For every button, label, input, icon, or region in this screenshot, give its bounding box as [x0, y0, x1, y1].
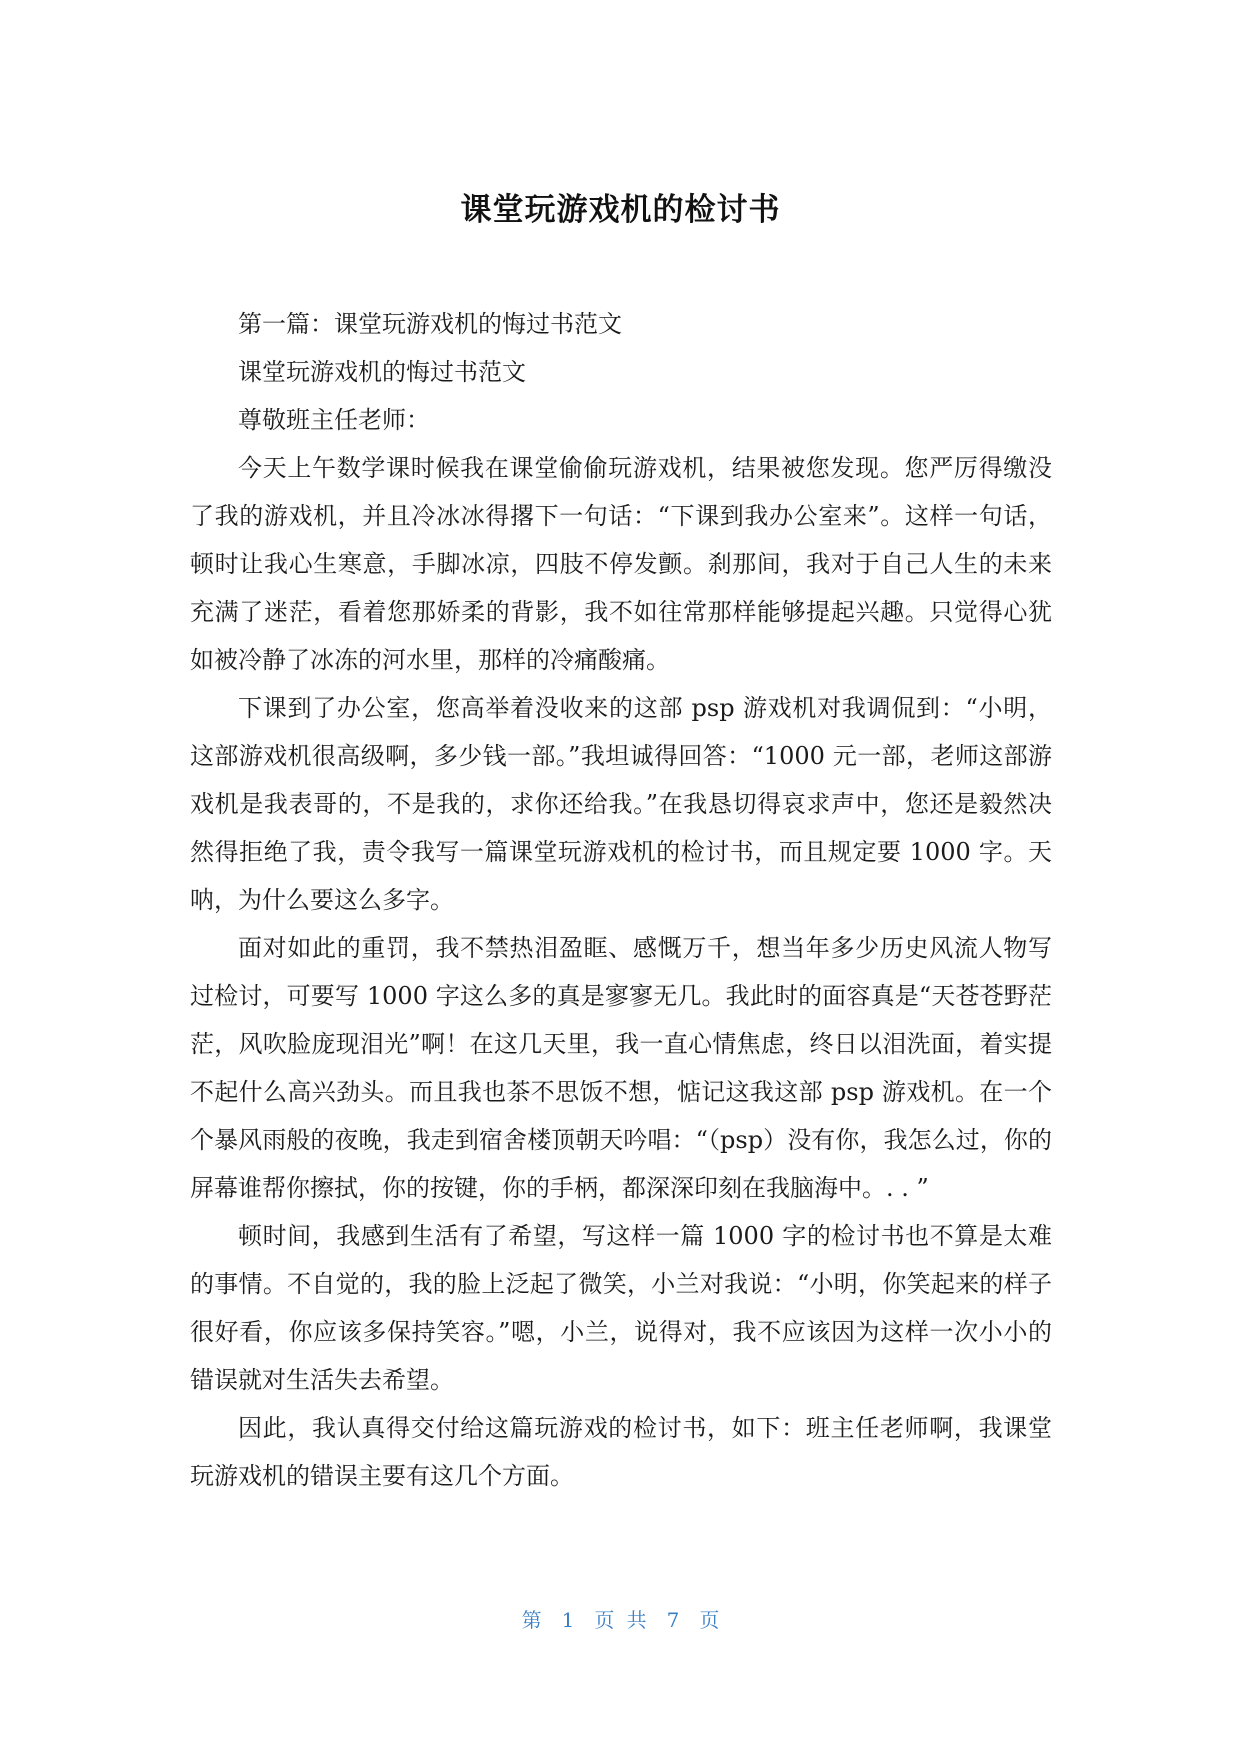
paragraph: 第一篇：课堂玩游戏机的悔过书范文 [238, 310, 622, 338]
paragraph: 下课到了办公室，您高举着没收来的这部 psp 游戏机对我调侃到：“小明，这部游戏机很高级啊，多少钱一部。”我坦诚得回答：“1000 元一部，老师这部游戏机是我表哥的，不是我的，求你还给我。”在我恳切得哀求声中，您还是毅然决然得拒绝了我，责令我写一篇课堂玩游戏机的检讨书，而且规定要 1000 字。天呐，为什么要这么多字。 [190, 694, 1052, 914]
footer-pages-label: 页 [699, 1608, 720, 1632]
footer-of-label: 页 共 [594, 1608, 647, 1632]
paragraph: 今天上午数学课时候我在课堂偷偷玩游戏机，结果被您发现。您严厉得缴没了我的游戏机，并且冷冰冰得撂下一句话：“下课到我办公室来”。这样一句话，顿时让我心生寒意，手脚冰凉，四肢不停发颤。刹那间，我对于自己人生的未来充满了迷茫，看着您那娇柔的背影，我不如往常那样能够提起兴趣。只觉得心犹如被冷静了冰冻的河水里，那样的冷痛酸痛。 [190, 454, 1052, 674]
paragraph: 面对如此的重罚，我不禁热泪盈眶、感慨万千，想当年多少历史风流人物写过检讨，可要写 1000 字这么多的真是寥寥无几。我此时的面容真是“天苍苍野茫茫，风吹脸庞现泪光”啊！在这几天里，我一直心情焦虑，终日以泪洗面，着实提不起什么高兴劲头。而且我也茶不思饭不想，惦记这我这部 psp 游戏机。在一个个暴风雨般的夜晚，我走到宿舍楼顶朝天吟唱：“（psp）没有你，我怎么过，你的屏幕谁帮你擦拭，你的按键，你的手柄，都深深印刻在我脑海中。. . ” [190, 934, 1052, 1202]
paragraph: 因此，我认真得交付给这篇玩游戏的检讨书，如下：班主任老师啊，我课堂玩游戏机的错误主要有这几个方面。 [190, 1414, 1052, 1490]
footer-total-pages: 7 [666, 1608, 680, 1632]
paragraph: 顿时间，我感到生活有了希望，写这样一篇 1000 字的检讨书也不算是太难的事情。不自觉的，我的脸上泛起了微笑，小兰对我说：“小明，你笑起来的样子很好看，你应该多保持笑容。”嗯，小兰，说得对，我不应该因为这样一次小小的错误就对生活失去希望。 [190, 1222, 1052, 1394]
footer-page-label: 第 [521, 1608, 542, 1632]
document-body [190, 300, 1052, 1500]
document-title: 课堂玩游戏机的检讨书 [460, 192, 781, 228]
page-footer [0, 1606, 1241, 1634]
paragraph: 尊敬班主任老师： [238, 406, 430, 434]
paragraph: 课堂玩游戏机的悔过书范文 [238, 358, 526, 386]
footer-current-page: 1 [561, 1608, 575, 1632]
